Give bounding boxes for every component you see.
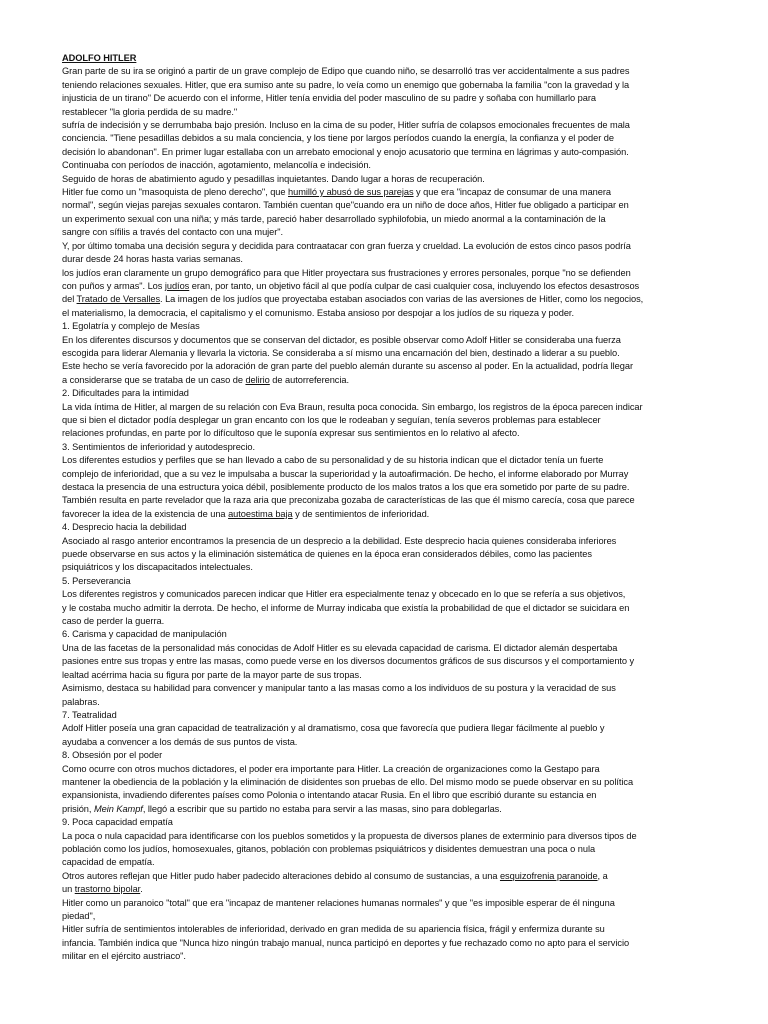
text-run: piedad",	[62, 911, 96, 921]
text-line	[62, 870, 730, 883]
text-line	[62, 615, 730, 628]
text-line	[62, 454, 730, 467]
text-line	[62, 293, 730, 306]
text-line	[62, 320, 730, 333]
text-run: La poca o nula capacidad para identificarse con los pueblos sometidos y la propuesta de diversos planes de exterminio para diversos tipos de	[62, 830, 637, 841]
text-line	[62, 937, 730, 950]
text-line	[62, 950, 730, 963]
text-run: normal", según viejas parejas sexuales contaron. También cuentan que"cuando era un niño de doce años, Hitler fue obligado a participar en	[62, 200, 629, 211]
text-line	[62, 240, 730, 253]
document-body	[62, 52, 730, 964]
text-line	[62, 803, 730, 816]
text-line	[62, 387, 730, 400]
text-run: lealtad acérrima hacia su figura por parte de la mayor parte de sus tropas.	[62, 669, 362, 680]
italic-title: Mein Kampf	[93, 803, 143, 814]
text-line	[62, 347, 730, 360]
text-line	[62, 776, 730, 789]
text-line	[62, 106, 730, 119]
underlined-link[interactable]: trastorno bipolar	[74, 884, 141, 895]
text-line	[62, 535, 730, 548]
text-run: Hitler sufría de sentimientos intolerables de inferioridad, derivado en gran medida de su apariencia física, frágil y enfermiza durante su	[62, 924, 605, 935]
text-line	[62, 468, 730, 481]
text-line	[62, 655, 730, 668]
text-run: Hitler como un paranoico "total" que era "incapaz de mantener relaciones humanas normales" y que "es imposible esperar de él ninguna	[62, 897, 615, 908]
text-run: La vida íntima de Hitler, al margen de su relación con Eva Braun, resulta poca conocida. Sin embargo, los registros de la época parecen indicar	[62, 401, 643, 412]
text-line	[62, 494, 730, 507]
text-run: 5. Perseverancia	[62, 575, 131, 586]
text-run: mantener la obediencia de la población y la eliminación de disidentes son pruebas de ello. Del mismo modo se puede observar en su política	[62, 776, 634, 787]
text-run: y que era "incapaz de consumar de una manera	[413, 187, 611, 198]
text-line	[62, 146, 730, 159]
text-line	[62, 548, 730, 561]
text-line	[62, 79, 730, 92]
text-run: un experimento sexual con una niña; y más tarde, pareció haber desarrollado syphilofobia, un miedo anormal a la contaminación de la	[62, 213, 606, 224]
text-line	[62, 360, 730, 373]
text-line	[62, 682, 730, 695]
text-run: de autorreferencia.	[269, 374, 349, 385]
underlined-link[interactable]: humilló y abusó de sus parejas	[288, 187, 414, 198]
text-run: 7. Teatralidad	[62, 709, 117, 720]
text-run: expansionista, invadiendo diferentes países como Polonia o intentando atacar Rusia. En el libro que escribió durante su estancia en	[62, 790, 597, 801]
text-run: durar desde 24 horas hasta varias semanas.	[62, 254, 243, 265]
text-line	[62, 628, 730, 641]
text-line	[62, 427, 730, 440]
text-line	[62, 253, 730, 266]
underlined-link[interactable]: Tratado de Versalles	[76, 294, 161, 305]
text-line	[62, 280, 730, 293]
text-line	[62, 736, 730, 749]
text-run: que si bien el dictador podía desplegar un gran encanto con los que le rodeaban y seguían, tenía severos problemas para establecer	[62, 414, 601, 425]
text-line	[62, 588, 730, 601]
text-line	[62, 508, 730, 521]
text-line	[62, 307, 730, 320]
text-run: sufría de indecisión y se derrumbaba bajo presión. Incluso en la cima de su poder, Hitler sufría de colapsos emocionales frecuentes de mala	[62, 120, 630, 131]
text-run: del	[62, 294, 77, 305]
text-run: población como los judíos, homosexuales, gitanos, población con problemas psiquiátricos y disidentes demuestran una poca o nula	[62, 843, 596, 854]
text-run: un	[62, 884, 75, 895]
text-line	[62, 561, 730, 574]
text-run: militar en el ejército austriaco".	[62, 951, 186, 962]
text-run: psiquiátricos y los discapacitados intelectuales.	[62, 562, 253, 573]
text-run: Y, por último tomaba una decisión segura y decidida para contraatacar con gran fuerza y crueldad. La evolución de estos cinco pasos podría	[62, 240, 631, 251]
text-run: favorecer la idea de la existencia de una	[62, 508, 229, 519]
text-run: 9. Poca capacidad empatía	[62, 817, 173, 828]
text-run: Asimismo, destaca su habilidad para convencer y manipular tanto a las masas como a los individuos de su postura y la veracidad de sus	[62, 683, 616, 694]
text-line	[62, 642, 730, 655]
text-line	[62, 602, 730, 615]
text-run: Adolf Hitler poseía una gran capacidad de teatralización y al dramatismo, cosa que favorecía que pudiera llegar fácilmente al pueblo y	[62, 723, 605, 734]
text-run: infancia. También indica que "Nunca hizo ningún trabajo manual, nunca participó en deportes y fue rechazado como no apto para el servicio	[62, 937, 630, 948]
text-run: caso de perder la guerra.	[62, 616, 165, 627]
text-run: Como ocurre con otros muchos dictadores, el poder era importante para Hitler. La creación de organizaciones como la Gestapo para	[62, 763, 600, 774]
text-run: y de sentimientos de inferioridad.	[292, 508, 430, 519]
text-run: Este hecho se vería favorecido por la adoración de gran parte del pueblo alemán durante su ascenso al poder. En la actualidad, podría llegar	[62, 361, 633, 372]
document-title: ADOLFO HITLER	[62, 53, 137, 63]
text-line	[62, 226, 730, 239]
text-run: prisión,	[62, 803, 94, 814]
text-run: Gran parte de su ira se originó a partir de un grave complejo de Edipo que cuando niño, se desarrolló tras ver accidentalmente a sus padres	[62, 66, 630, 77]
text-line	[62, 92, 730, 105]
text-line	[62, 709, 730, 722]
text-line	[62, 173, 730, 186]
text-run: 2. Dificultades para la intimidad	[62, 388, 189, 399]
text-run: ayudaba a convencer a los demás de sus puntos de vista.	[62, 736, 298, 747]
text-line	[62, 923, 730, 936]
text-run: Hitler fue como un "masoquista de pleno derecho", que	[62, 187, 289, 198]
text-line	[62, 159, 730, 172]
text-run: con puños y armas". Los	[62, 280, 165, 291]
text-run: , a	[597, 870, 608, 881]
text-line	[62, 441, 730, 454]
text-run: Los diferentes estudios y perfiles que se han llevado a cabo de su personalidad y de su historia indican que el dictador tenía un fuerte	[62, 455, 604, 466]
text-run: Los diferentes registros y comunicados parecen indicar que Hitler era especialmente tenaz y obcecado en lo que se refería a sus objetivos,	[62, 589, 626, 600]
text-line	[62, 267, 730, 280]
text-run: escogida para liderar Alemania y llevarla la victoria. Se consideraba a sí mismo una encarnación del bien, destinado a liderar a su pueblo.	[62, 347, 620, 358]
text-run: relaciones profundas, en parte por lo difícultoso que le suponía expresar sus sentimientos en lo relativo al afecto.	[62, 428, 520, 439]
text-line	[62, 763, 730, 776]
text-run: pasiones entre sus tropas y entre las masas, como puede verse en los diversos documentos gráficos de sus discursos y el comportamiento y	[62, 656, 635, 667]
text-line	[62, 414, 730, 427]
text-line	[62, 65, 730, 78]
text-line	[62, 401, 730, 414]
text-line	[62, 119, 730, 132]
text-line	[62, 749, 730, 762]
underlined-link[interactable]: esquizofrenia paranoide	[499, 870, 598, 881]
text-run: Otros autores reflejan que Hitler pudo haber padecido alteraciones debido al consumo de sustancias, a una	[62, 870, 500, 881]
text-run: a considerarse que se trataba de un caso de	[62, 374, 246, 385]
underlined-link[interactable]: delirio	[245, 374, 270, 385]
text-line	[62, 374, 730, 387]
text-run: 3. Sentimientos de inferioridad y autodesprecio.	[62, 441, 255, 452]
text-run: teniendo relaciones sexuales. Hitler, que era sumiso ante su padre, lo veía como un enemigo que gobernaba la familia "con la gravedad y la	[62, 79, 630, 90]
text-run: capacidad de empatía.	[62, 857, 155, 868]
text-run: .	[140, 884, 143, 895]
text-line	[62, 830, 730, 843]
text-run: 6. Carisma y capacidad de manipulación	[62, 629, 227, 640]
text-run: y le costaba mucho admitir la derrota. De hecho, el informe de Murray indicaba que existía la probabilidad de que el dictador se suicidara en	[62, 602, 630, 613]
text-run: También resulta en parte revelador que la raza aria que preconizaba gozaba de características de las que él mismo carecía, cosa que parece	[62, 495, 635, 506]
text-line	[62, 910, 730, 923]
text-run: el materialismo, la democracia, el capitalismo y el comunismo. Estaba ansioso por despojar a los judíos de su riqueza y poder.	[62, 307, 574, 318]
text-line	[62, 186, 730, 199]
text-line	[62, 669, 730, 682]
text-run: En los diferentes discursos y documentos que se conservan del dictador, es posible observar como Adolf Hitler se consideraba una fuerza	[62, 334, 621, 345]
text-run: complejo de inferioridad, que a su vez le impulsaba a buscar la superioridad y la autoafirmación. De hecho, el informe elaborado por Murray	[62, 468, 629, 479]
text-run: restablecer "la gloria perdida de su madre."	[62, 106, 238, 117]
text-line	[62, 132, 730, 145]
text-line	[62, 856, 730, 869]
text-run: Una de las facetas de la personalidad más conocidas de Adolf Hitler es su elevada capacidad de carisma. El dictador alemán despertaba	[62, 642, 618, 653]
text-line	[62, 481, 730, 494]
text-run: Asociado al rasgo anterior encontramos la presencia de un desprecio a la debilidad. Este desprecio hacia quienes consideraba inferiores	[62, 535, 617, 546]
text-line	[62, 575, 730, 588]
document-text	[62, 65, 730, 963]
text-run: conciencia. "Tiene pesadillas debidos a su mala conciencia, y los tiene por largos períodos cuando la energía, la confianza y el poder de	[62, 133, 614, 144]
text-run: Continuaba con períodos de inacción, agotamiento, melancolía e indecisión.	[62, 160, 371, 171]
text-line	[62, 816, 730, 829]
text-line	[62, 213, 730, 226]
text-line	[62, 696, 730, 709]
text-run: destaca la presencia de una estructura yoica débil, posiblemente producto de los malos tratos a los que era sometido por parte de su padre.	[62, 482, 630, 492]
text-run: 4. Desprecio hacia la debilidad	[62, 522, 187, 533]
text-line	[62, 897, 730, 910]
text-line	[62, 521, 730, 534]
text-line	[62, 789, 730, 802]
text-line	[62, 722, 730, 735]
text-run: sangre con sífilis a través del contacto con una mujer".	[62, 227, 284, 238]
text-run: Seguido de horas de abatimiento agudo y pesadillas inquietantes. Dando lugar a horas de recuperación.	[62, 173, 485, 184]
text-line	[62, 334, 730, 347]
text-run: los judíos eran claramente un grupo demográfico para que Hitler proyectara sus frustraciones y errores personales, porque "no se defienden	[62, 267, 631, 278]
text-run: , llegó a escribir que su partido no estaba para servir a las masas, sino para doblegarlas.	[142, 803, 502, 814]
text-run: 8. Obsesión por el poder	[62, 750, 163, 761]
text-run: 1. Egolatría y complejo de Mesías	[62, 321, 200, 332]
text-run: palabras.	[62, 696, 100, 707]
text-run: eran, por tanto, un objetivo fácil al que podía culpar de casi cualquier cosa, incluyendo los efectos desastrosos	[189, 280, 640, 291]
underlined-link[interactable]: judíos	[164, 280, 190, 291]
text-run: decisión lo abandonan". En primer lugar estallaba con un arrebato emocional y enojo acusatorio que termina en lágrimas y auto-compasión.	[62, 146, 629, 157]
text-run: injusticia de un tirano" De acuerdo con el informe, Hitler tenía envidia del poder masculino de su padre y soñaba con humillarlo para	[62, 93, 596, 104]
text-run: puede observarse en sus actos y la eliminación sistemática de quienes en la época eran considerados débiles, como las pacientes	[62, 549, 592, 560]
text-line	[62, 199, 730, 212]
underlined-link[interactable]: autoestima baja	[228, 508, 293, 519]
text-line	[62, 883, 730, 896]
text-line	[62, 843, 730, 856]
text-run: . La imagen de los judíos que proyectaba estaban asociados con varias de las aversiones de Hitler, como los negocios,	[160, 294, 644, 305]
